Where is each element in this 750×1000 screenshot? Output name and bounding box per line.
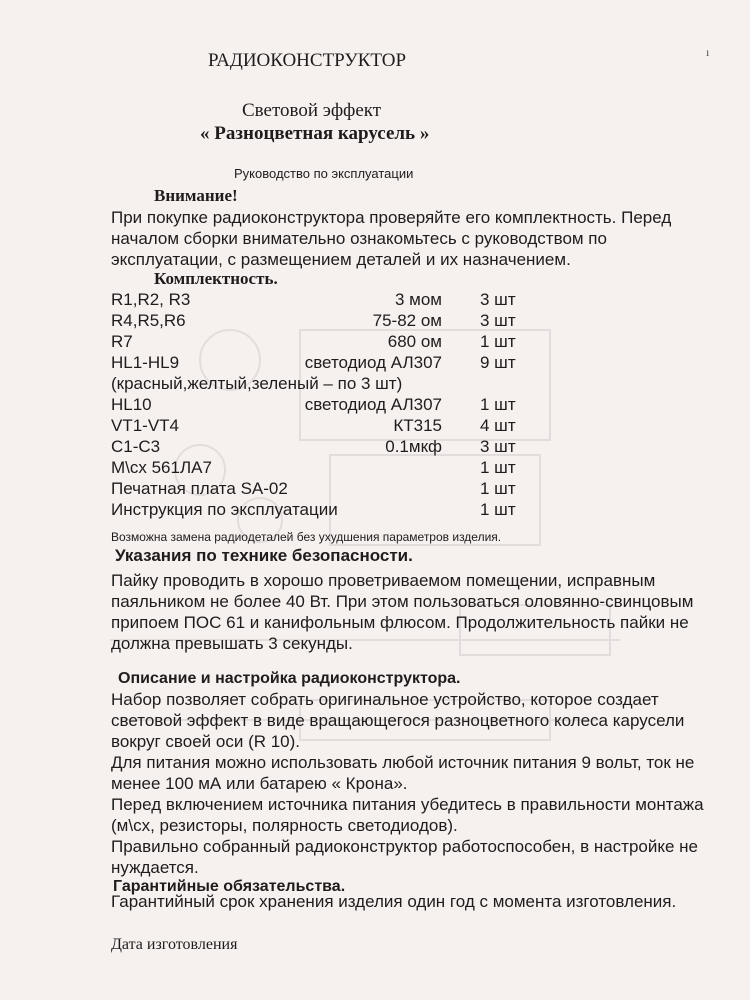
check-text: Перед включением источника питания убедитесь в правильности монтажа (м\сх, резисторы, полярность светодиодов). xyxy=(111,795,704,835)
kit-item-qty: 1 шт xyxy=(480,500,516,519)
kit-item-qty: 9 шт xyxy=(480,353,516,372)
replacement-note: Возможна замена радиодеталей без ухудшения параметров изделия. xyxy=(111,530,502,544)
kit-row xyxy=(0,353,750,374)
kit-item-value: 0.1мкф xyxy=(385,437,442,456)
kit-item-qty: 3 шт xyxy=(480,311,516,330)
kit-item-name: Печатная плата SA-02 xyxy=(111,479,288,498)
kit-row xyxy=(0,332,750,353)
kit-item-name: R1,R2, R3 xyxy=(111,290,191,309)
kit-item-value: светодиод АЛ307 xyxy=(304,353,442,372)
kit-item-value: КТ315 xyxy=(393,416,442,435)
warranty-heading: Гарантийные обязательства. xyxy=(113,878,346,895)
kit-item-name: Инструкция по эксплуатации xyxy=(111,500,338,519)
product-name: « Разноцветная карусель » xyxy=(200,123,430,144)
kit-row xyxy=(0,479,750,500)
kit-item-qty: 1 шт xyxy=(480,479,516,498)
kit-item-name: VT1-VT4 xyxy=(111,416,180,435)
kit-item-qty: 1 шт xyxy=(480,395,516,414)
kit-item-name: (красный,желтый,зеленый – по 3 шт) xyxy=(111,374,403,393)
ready-text: Правильно собранный радиоконструктор работоспособен, в настройке не нуждается. xyxy=(111,837,699,877)
kit-row xyxy=(0,395,750,416)
kit-item-name: HL10 xyxy=(111,395,152,414)
kit-item-value: 3 мом xyxy=(394,290,442,309)
kit-item-name: М\сх 561ЛА7 xyxy=(111,458,212,477)
manual-label: Руководство по эксплуатации xyxy=(234,166,414,181)
kit-row xyxy=(0,290,750,311)
kit-item-qty: 4 шт xyxy=(480,416,516,435)
kit-item-name: HL1-HL9 xyxy=(111,353,180,372)
kit-heading: Комплектность. xyxy=(154,269,278,288)
kit-row xyxy=(0,458,750,479)
kit-item-value: 680 ом xyxy=(387,332,442,351)
attention-heading: Внимание! xyxy=(154,186,238,205)
kit-item-qty: 1 шт xyxy=(480,332,516,351)
kit-item-name: R4,R5,R6 xyxy=(111,311,186,330)
kit-row xyxy=(0,500,750,521)
kit-row xyxy=(0,416,750,437)
power-text: Для питания можно использовать любой источник питания 9 вольт, ток не менее 100 мА или батарею « Крона». xyxy=(111,753,695,793)
kit-row xyxy=(0,437,750,458)
safety-heading: Указания по технике безопасности. xyxy=(115,546,413,565)
kit-item-value: светодиод АЛ307 xyxy=(304,395,442,414)
kit-row xyxy=(0,374,750,395)
kit-item-qty: 1 шт xyxy=(480,458,516,477)
kit-item-qty: 3 шт xyxy=(480,437,516,456)
page-subtitle: Световой эффект xyxy=(242,100,382,121)
warranty-text: Гарантийный срок хранения изделия один год с момента изготовления. xyxy=(111,892,677,911)
kit-item-value: 75-82 ом xyxy=(372,311,442,330)
attention-text: При покупке радиоконструктора проверяйте его комплектность. Перед началом сборки внимательно ознакомьтесь с руководством по эксплуатации, с размещением деталей и их назначением. xyxy=(111,208,672,269)
manufacture-date-label: Дата изготовления xyxy=(111,936,238,953)
safety-text: Пайку проводить в хорошо проветриваемом помещении, исправным паяльником не более 40 Вт. При этом пользоваться оловянно-свинцовым припоем ПОС 61 и канифольным флюсом. Продолжительность пайки не должна превышать 3 секунды. xyxy=(111,571,694,653)
corner-mark: ı xyxy=(706,45,710,59)
description-text: Набор позволяет собрать оригинальное устройство, которое создает световой эффект в виде вращающегося разноцветного колеса карусели вокруг своей оси (R 10). xyxy=(111,690,685,751)
kit-item-qty: 3 шт xyxy=(480,290,516,309)
kit-row xyxy=(0,311,750,332)
kit-item-name: R7 xyxy=(111,332,133,351)
description-heading: Описание и настройка радиоконструктора. xyxy=(118,670,461,687)
kit-item-name: C1-C3 xyxy=(111,437,161,456)
page-title: РАДИОКОНСТРУКТОР xyxy=(208,50,407,71)
